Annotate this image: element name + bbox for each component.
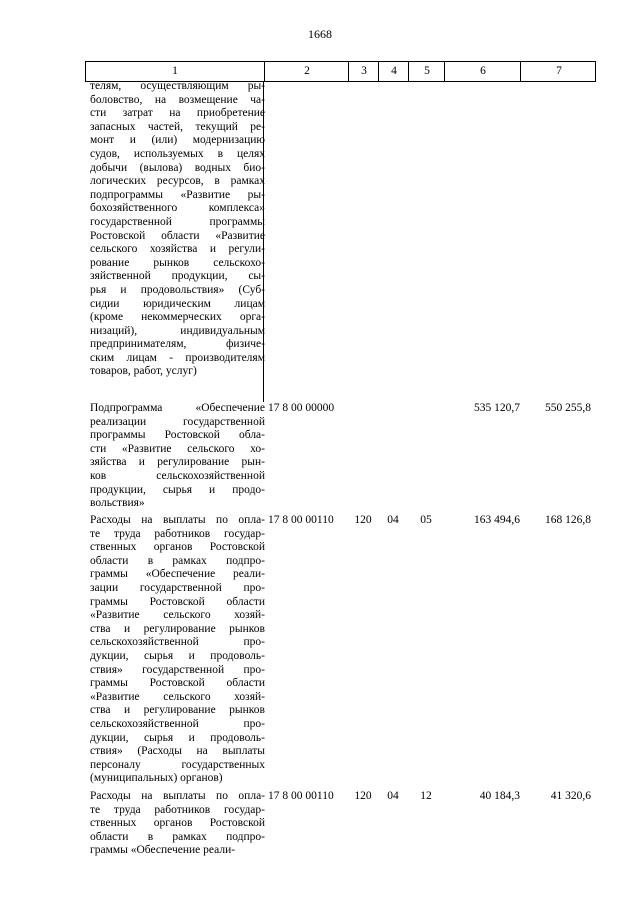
description-line: ства и регулирование рынков (90, 622, 265, 635)
description-line: рья и продовольствия» (Суб- (90, 283, 265, 296)
row-description (90, 514, 265, 786)
table-header (85, 61, 596, 82)
description-line: сти «Развитие сельского хо- (90, 442, 265, 455)
description-line: зяйства и регулирование рын- (90, 456, 265, 469)
description-line: реализации государственной (90, 415, 265, 428)
expense-type: 120 (354, 514, 372, 526)
description-line: подпрограммы «Развитие ры- (90, 188, 265, 201)
target-code: 17 8 00 00110 (268, 790, 334, 802)
description-line: запасных частей, текущий ре- (90, 120, 265, 133)
table-body (85, 82, 596, 905)
description-line: области в рамках подпро- (90, 830, 265, 843)
description-line: товаров, работ, услуг) (90, 365, 197, 378)
description-line: те труда работников государ- (90, 527, 265, 540)
amount-year-2: 168 126,8 (545, 514, 591, 526)
description-line: дукции, сырья и продоволь- (90, 731, 265, 744)
description-line: ственных органов Ростовской (90, 817, 265, 830)
target-code: 17 8 00 00110 (268, 514, 334, 526)
description-line: сельскохозяйственной про- (90, 717, 265, 730)
description-line: ствия» государственной про- (90, 663, 265, 676)
header-col-7: 7 (520, 62, 597, 81)
description-line: сельского хозяйства и регули- (90, 243, 265, 256)
description-line: Расходы на выплаты по опла- (90, 790, 265, 802)
section: 04 (387, 514, 399, 526)
description-line: (муниципальных) органов) (90, 772, 223, 785)
amount-year-1: 163 494,6 (474, 514, 520, 526)
description-line: монт и (или) модернизацию (90, 134, 265, 147)
amount-year-2: 550 255,8 (545, 402, 591, 414)
description-line: вольствия» (90, 497, 145, 510)
header-col-2: 2 (264, 62, 349, 81)
description-line: продукции, сырья и продо- (90, 483, 265, 496)
description-line: Расходы на выплаты по опла- (90, 514, 265, 526)
description-line: боловство, на возмещение ча- (90, 93, 265, 106)
row-description (90, 402, 265, 511)
description-line: логических ресурсов, в рамках (90, 175, 265, 188)
description-line: Подпрограмма «Обеспечение (90, 402, 265, 414)
header-col-6: 6 (444, 62, 521, 81)
description-line: Ростовской области «Развитие (90, 229, 265, 242)
description-line: предпринимателям, физиче- (90, 338, 265, 351)
description-line: ствия» (Расходы на выплаты (90, 745, 265, 758)
amount-year-1: 535 120,7 (474, 402, 520, 414)
subsection: 05 (420, 514, 432, 526)
description-line: программы Ростовской обла- (90, 429, 265, 442)
target-code: 17 8 00 00000 (268, 402, 335, 414)
header-col-1: 1 (172, 65, 178, 77)
section: 04 (387, 790, 399, 802)
page-number: 1668 (308, 27, 332, 41)
expense-type: 120 (354, 790, 372, 802)
description-line: персоналу государственных (90, 758, 265, 771)
description-line: те труда работников государ- (90, 803, 265, 816)
description-line: телям, осуществляющим ры- (90, 80, 265, 92)
description-line: ков сельскохозяйственной (90, 469, 265, 482)
description-line: бохозяйственного комплекса» (90, 202, 265, 215)
budget-table (85, 61, 596, 905)
description-line: (кроме некоммерческих орга- (90, 311, 265, 324)
description-line: сидии юридическим лицам (90, 297, 265, 310)
description-line: рование рынков сельскохо- (90, 256, 265, 269)
description-line: ства и регулирование рынков (90, 704, 265, 717)
header-col-3: 3 (348, 62, 379, 81)
amount-year-1: 40 184,3 (479, 790, 520, 802)
description-line: государственной программы (90, 215, 265, 228)
description-line: «Развитие сельского хозяй- (90, 609, 265, 622)
description-line: зации государственной про- (90, 581, 265, 594)
row-description (90, 80, 265, 379)
header-col-4: 4 (378, 62, 409, 81)
description-line: ственных органов Ростовской (90, 541, 265, 554)
description-line: дукции, сырья и продоволь- (90, 649, 265, 662)
description-line: сти затрат на приобретение (90, 107, 265, 120)
description-line: судов, используемых в целях (90, 147, 265, 160)
description-line: граммы «Обеспечение реали- (90, 568, 265, 581)
description-line: граммы Ростовской области (90, 677, 265, 690)
description-line: «Развитие сельского хозяй- (90, 690, 265, 703)
description-line: зяйственной продукции, сы- (90, 270, 265, 283)
row-description (90, 790, 265, 858)
description-line: граммы Ростовской области (90, 595, 265, 608)
description-line: сельскохозяйственной про- (90, 636, 265, 649)
description-line: добычи (вылова) водных био- (90, 161, 265, 174)
description-line: граммы «Обеспечение реали- (90, 844, 236, 857)
amount-year-2: 41 320,6 (550, 790, 591, 802)
description-line: низаций), индивидуальным (90, 324, 265, 337)
header-col-5: 5 (408, 62, 445, 81)
description-line: ским лицам - производителям (90, 351, 265, 364)
description-line: области в рамках подпро- (90, 554, 265, 567)
subsection: 12 (420, 790, 432, 802)
